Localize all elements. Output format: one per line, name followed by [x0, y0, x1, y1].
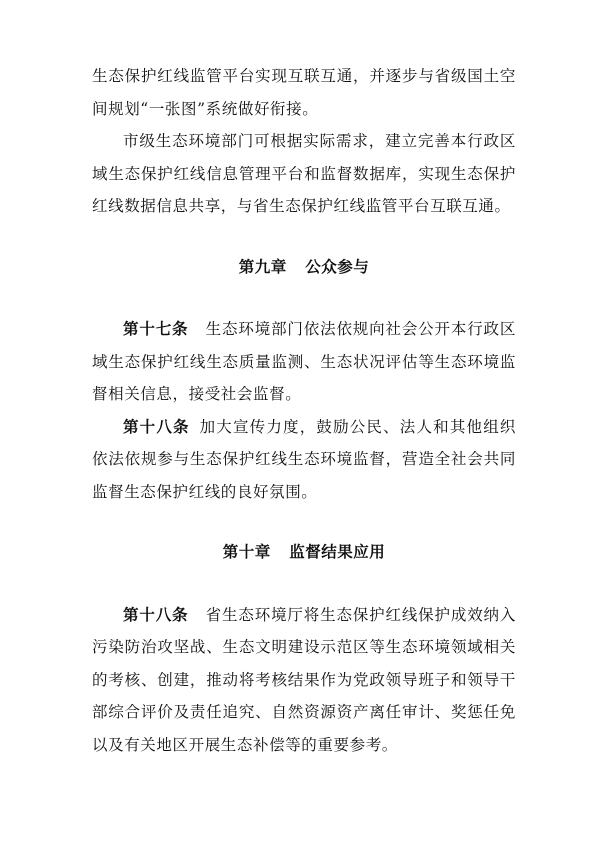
chapter-9-title: 公众参与 [305, 257, 370, 276]
paragraph-continuation-2: 市级生态环境部门可根据实际需求，建立完善本行政区域生态保护红线信息管理平台和监督数据库，实现生态保护红线数据信息共享，与省生态保护红线监管平台互联互通。 [92, 132, 516, 215]
chapter-10-heading [92, 536, 516, 569]
article-17-head: 第十七条 [123, 320, 189, 338]
chapter-9-number: 第九章 [238, 257, 287, 276]
article-18-a [92, 411, 516, 509]
article-18-a-head: 第十八条 [123, 417, 190, 436]
article-18-a-text: 加大宣传力度，鼓励公民、法人和其他组织依法依规参与生态保护红线生态环境监督，营造全社会共同监督生态保护红线的良好氛围。 [92, 417, 516, 501]
article-17 [92, 313, 516, 411]
article-18-b-head: 第十八条 [123, 605, 189, 624]
document-page [92, 60, 516, 761]
chapter-9-heading [92, 251, 516, 284]
paragraph-continuation-1: 生态保护红线监管平台实现互联互通，并逐步与省级国土空间规划“一张图”系统做好衔接。 [92, 67, 516, 118]
chapter-10-title: 监督结果应用 [289, 543, 386, 561]
article-18-b-text: 省生态环境厅将生态保护红线保护成效纳入污染防治攻坚战、生态文明建设示范区等生态环境领域相关的考核、创建，推动将考核结果作为党政领导班子和领导干部综合评价及责任追究、自然资源资产离任审计、奖惩任免以及有关地区开展生态补偿等的重要参考。 [92, 605, 516, 754]
chapter-10-number: 第十章 [222, 543, 271, 561]
article-17-text: 生态环境部门依法依规向社会公开本行政区域生态保护红线生态质量监测、生态状况评估等生态环境监督相关信息，接受社会监督。 [92, 320, 516, 403]
article-18-b [92, 599, 516, 762]
